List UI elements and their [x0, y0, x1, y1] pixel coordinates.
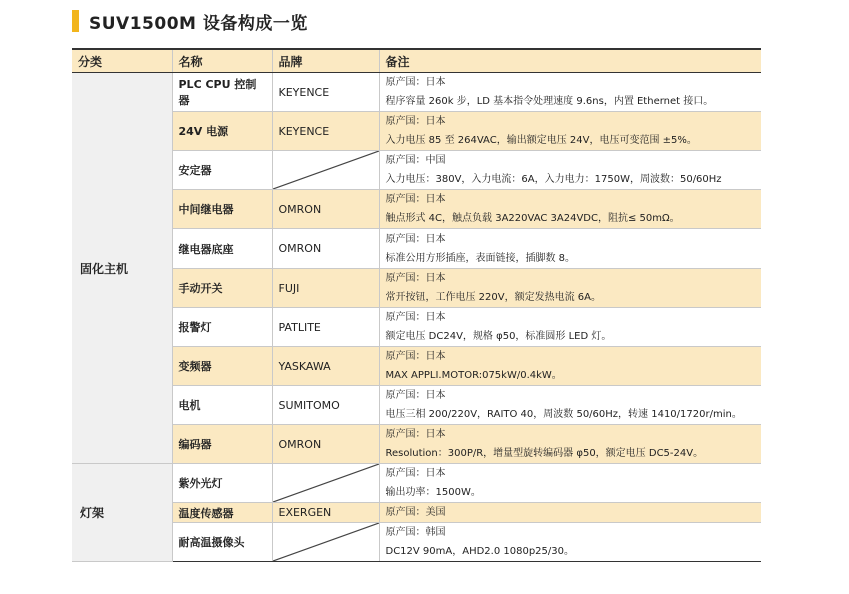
note-line: 原产国：日本 [385, 468, 446, 479]
item-name-cell: 编码器 [172, 425, 272, 464]
note-cell [379, 425, 761, 464]
table-row [72, 464, 761, 503]
brand-cell: SUMITOMO [272, 386, 379, 425]
note-cell [379, 229, 761, 269]
brand-cell-empty-diagonal [272, 523, 379, 562]
table-row [72, 503, 761, 523]
brand-cell-empty-diagonal [272, 464, 379, 503]
note-line: 程序容量 260k 步，LD 基本指令处理速度 9.6ns，内置 Ethernet 接口。 [385, 96, 714, 107]
equipment-table [72, 48, 761, 562]
table-row [72, 151, 761, 190]
brand-cell: OMRON [272, 190, 379, 229]
brand-cell: PATLITE [272, 308, 379, 347]
note-line: 额定电压 DC24V，规格 φ50，标准圆形 LED 灯。 [385, 331, 612, 342]
diagonal-line-icon [273, 523, 379, 561]
note-cell [379, 269, 761, 308]
note-line: 电压三相 200/220V，RAITO 40，周波数 50/60Hz，转速 1410/1720r/min。 [385, 409, 742, 420]
diagonal-line-icon [273, 464, 379, 502]
header-category: 分类 [72, 49, 172, 73]
note-cell [379, 386, 761, 425]
table-row [72, 73, 761, 112]
table-row [72, 347, 761, 386]
note-line: 原产国：韩国 [385, 527, 446, 538]
note-line: 原产国：日本 [385, 233, 446, 245]
note-line: 原产国：日本 [385, 116, 446, 127]
table-row [72, 112, 761, 151]
brand-cell: OMRON [272, 229, 379, 269]
title-accent-bar [72, 10, 79, 32]
note-cell [379, 503, 761, 523]
item-name-cell: 报警灯 [172, 308, 272, 347]
note-line: 原产国：日本 [385, 194, 446, 205]
note-line: 触点形式 4C，触点负载 3A220VAC 3A24VDC，阻抗≤ 50mΩ。 [385, 213, 680, 224]
item-name-cell: 24V 电源 [172, 112, 272, 151]
table-row [72, 269, 761, 308]
brand-cell-empty-diagonal [272, 151, 379, 190]
note-cell [379, 151, 761, 190]
brand-cell: KEYENCE [272, 112, 379, 151]
brand-cell: OMRON [272, 425, 379, 464]
note-line: 入力电压：380V，入力电流：6A，入力电力：1750W，周波数：50/60Hz [385, 174, 722, 185]
table-row [72, 425, 761, 464]
note-line: 原产国：日本 [385, 351, 446, 362]
table-header-row [72, 49, 761, 73]
page-header [72, 8, 308, 34]
table-row [72, 190, 761, 229]
note-line: 原产国：日本 [385, 390, 446, 401]
note-line: DC12V 90mA，AHD2.0 1080p25/30。 [385, 546, 574, 557]
note-cell [379, 190, 761, 229]
note-cell [379, 347, 761, 386]
note-line: 常开按钮，工作电压 220V，额定发热电流 6A。 [385, 292, 601, 303]
item-name-cell: 安定器 [172, 151, 272, 190]
note-line: 输出功率：1500W。 [385, 487, 481, 498]
note-line: 标准公用方形插座，表面链接，插脚数 8。 [385, 252, 576, 264]
note-line: Resolution：300P/R，增量型旋转编码器 φ50，额定电压 DC5-24V。 [385, 448, 704, 459]
note-cell [379, 112, 761, 151]
note-cell [379, 523, 761, 562]
category-cell: 固化主机 [72, 73, 172, 464]
item-name-cell: 手动开关 [172, 269, 272, 308]
item-name-cell: 温度传感器 [172, 503, 272, 523]
header-brand: 品牌 [272, 49, 379, 73]
note-line: 原产国：日本 [385, 312, 446, 323]
note-cell [379, 308, 761, 347]
note-line: 原产国：日本 [385, 77, 446, 88]
brand-cell: FUJI [272, 269, 379, 308]
table-row [72, 308, 761, 347]
item-name-cell: 变频器 [172, 347, 272, 386]
brand-cell: YASKAWA [272, 347, 379, 386]
table-row [72, 229, 761, 269]
category-cell: 灯架 [72, 464, 172, 562]
table-row [72, 386, 761, 425]
diagonal-line-icon [273, 151, 379, 189]
note-line: 原产国：日本 [385, 429, 446, 440]
note-cell [379, 73, 761, 112]
page-title: SUV1500M 设备构成一览 [89, 13, 308, 34]
item-name-cell: 紫外光灯 [172, 464, 272, 503]
brand-cell: KEYENCE [272, 73, 379, 112]
brand-cell: EXERGEN [272, 503, 379, 523]
header-note: 备注 [379, 49, 761, 73]
item-name-cell: 中间继电器 [172, 190, 272, 229]
note-line: MAX APPLI.MOTOR:075kW/0.4kW。 [385, 370, 562, 381]
note-line: 原产国：中国 [385, 155, 446, 166]
item-name-cell: PLC CPU 控制器 [172, 73, 272, 112]
note-line: 入力电压 85 至 264VAC，输出额定电压 24V，电压可变范围 ±5%。 [385, 135, 697, 146]
item-name-cell: 电机 [172, 386, 272, 425]
item-name-cell: 继电器底座 [172, 229, 272, 269]
table-row [72, 523, 761, 562]
header-name: 名称 [172, 49, 272, 73]
note-line: 原产国：日本 [385, 273, 446, 284]
note-cell [379, 464, 761, 503]
item-name-cell: 耐高温摄像头 [172, 523, 272, 562]
note-line: 原产国：美国 [385, 507, 446, 518]
